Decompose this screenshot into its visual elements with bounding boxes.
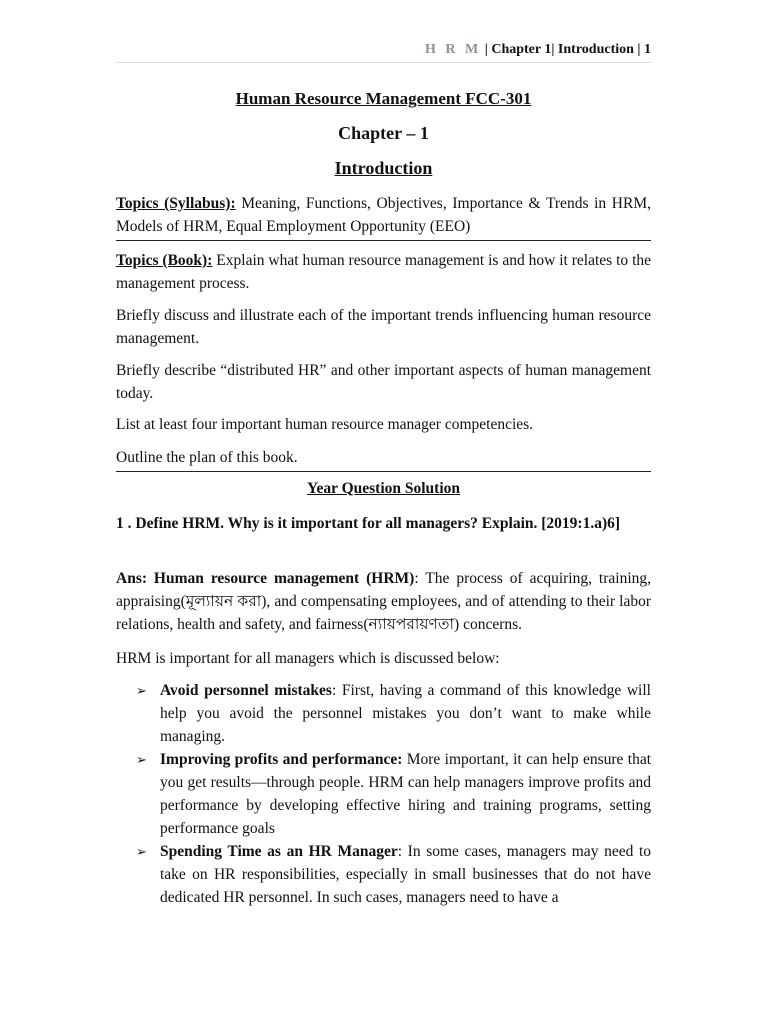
year-question-heading: Year Question Solution [306,480,461,497]
header-divider [116,62,651,63]
topics-syllabus-text: Meaning, Functions, Objectives, Importance & Trends in HRM, Models of HRM, Equal Employment Opportunity (EEO) [116,195,651,235]
section-heading: Introduction [334,158,433,178]
chapter-heading: Chapter – 1 [338,123,429,143]
list-item-label: Avoid personnel mistakes [160,682,332,699]
answer-label: Ans: Human resource management (HRM) [116,570,415,587]
document-title: Human Resource Management FCC-301 [235,89,532,108]
list-item [116,748,651,840]
list-item-label: Spending Time as an HR Manager [160,843,398,860]
book-topic-item: Briefly discuss and illustrate each of the important trends influencing human resource management. [116,307,651,347]
topics-syllabus [116,192,651,238]
section-divider [116,471,651,472]
section-divider [116,240,651,241]
answer-text: : The process of acquiring, training, appraising(মূল্যায়ন করা), and compensating employees, and of attending to their labor relations, health and safety, and fairness(ন্যায়পরায়ণতা) concerns. [116,570,652,633]
book-topic-item: Outline the plan of this book. [116,449,298,466]
arrow-bullet-icon: ➢ [136,752,147,767]
importance-intro: HRM is important for all managers which is discussed below: [116,650,500,667]
topics-book-text: Explain what human resource management is and how it relates to the management process. [116,252,652,292]
arrow-bullet-icon: ➢ [136,683,147,698]
list-item [116,840,651,909]
question-text: 1 . Define HRM. Why is it important for all managers? Explain. [2019:1.a)6] [116,515,621,532]
answer-paragraph [116,567,651,636]
list-item-text: : First, having a command of this knowledge will help you avoid the personnel mistakes you don’t want to make while managing. [160,682,651,745]
header-hrm: H R M [425,42,482,57]
list-item-label: Improving profits and performance: [160,751,403,768]
running-header [425,42,651,58]
list-item-text: : In some cases, managers may need to take on HR responsibilities, especially in small businesses that do not have dedicated HR personnel. In such cases, managers need to have a [160,843,652,906]
topics-book [116,249,651,295]
list-item-text: More important, it can help ensure that you get results—through people. HRM can help managers improve profits and performance by developing effective hiring and training programs, setting performance goals [160,751,651,837]
arrow-bullet-icon: ➢ [136,844,147,859]
topics-book-label: Topics (Book): [116,252,213,269]
header-chapter-info: | Chapter 1| Introduction | 1 [481,42,651,57]
book-topic-item: Briefly describe “distributed HR” and other important aspects of human management today. [116,362,651,402]
book-topic-item: List at least four important human resource manager competencies. [116,416,534,433]
list-item [116,679,651,748]
importance-list [116,679,651,909]
topics-syllabus-label: Topics (Syllabus): [116,195,236,212]
